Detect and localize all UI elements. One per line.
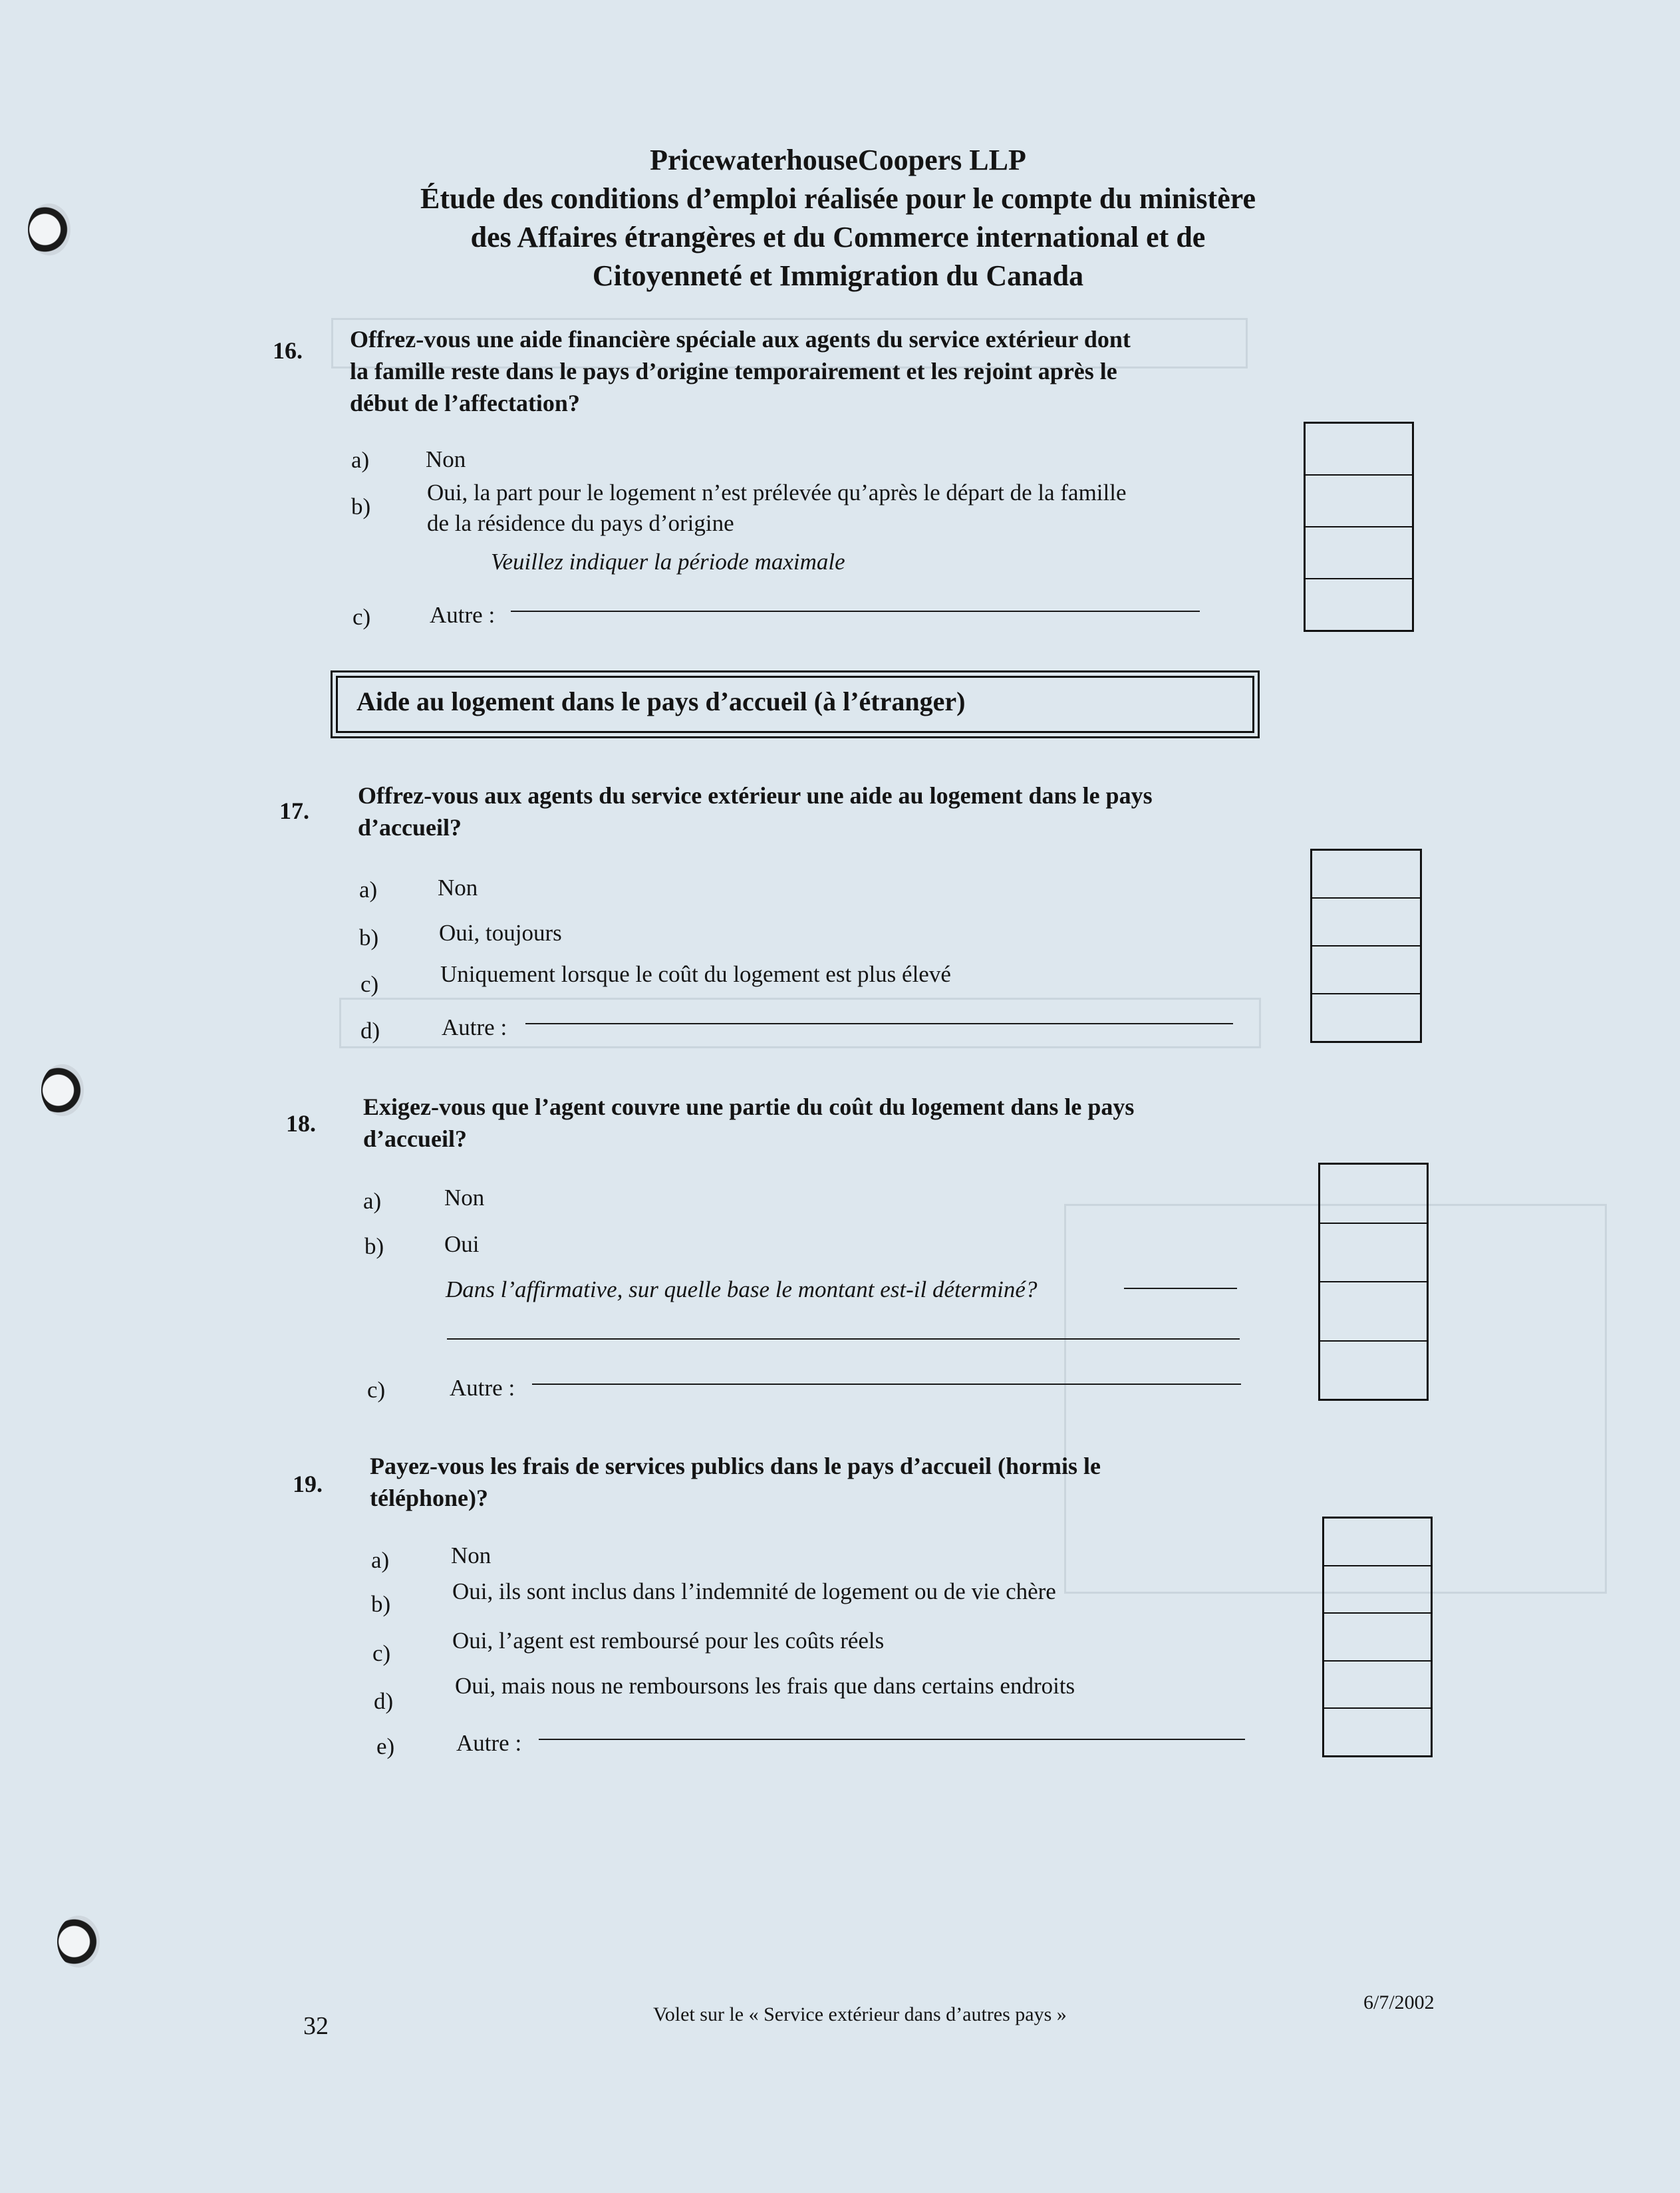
binder-hole-top bbox=[28, 204, 70, 255]
question-line: téléphone)? bbox=[370, 1485, 488, 1511]
checkbox[interactable] bbox=[1320, 1282, 1427, 1342]
binder-hole-middle bbox=[41, 1064, 84, 1116]
option-letter: c) bbox=[360, 971, 379, 997]
checkbox[interactable] bbox=[1312, 851, 1420, 899]
checkbox-column bbox=[1310, 849, 1422, 1043]
question-text bbox=[363, 1091, 1294, 1155]
question-line: d’accueil? bbox=[363, 1125, 467, 1152]
question-line: d’accueil? bbox=[358, 814, 462, 841]
checkbox[interactable] bbox=[1306, 424, 1412, 476]
option-letter: a) bbox=[359, 877, 378, 903]
write-in-line bbox=[532, 1384, 1241, 1385]
checkbox[interactable] bbox=[1324, 1566, 1431, 1614]
write-in-line bbox=[1124, 1288, 1237, 1289]
option-letter: b) bbox=[364, 1233, 384, 1259]
question-line: début de l’affectation? bbox=[350, 390, 580, 416]
option-label: Non bbox=[444, 1185, 485, 1211]
checkbox-column bbox=[1304, 422, 1414, 632]
option-line: Oui, la part pour le logement n’est prélevée qu’après le départ de la famille bbox=[427, 480, 1127, 506]
option-letter: d) bbox=[374, 1688, 394, 1714]
option-label bbox=[427, 478, 1292, 539]
footer-title: Volet sur le « Service extérieur dans d’autres pays » bbox=[653, 2003, 1067, 2025]
option-letter: b) bbox=[371, 1591, 391, 1617]
option-letter: b) bbox=[359, 925, 379, 950]
question-line: Payez-vous les frais de services publics dans le pays d’accueil (hormis le bbox=[370, 1453, 1101, 1479]
write-in-line bbox=[511, 611, 1200, 612]
option-letter: c) bbox=[367, 1377, 386, 1403]
document-header bbox=[286, 141, 1390, 295]
option-letter: c) bbox=[372, 1640, 391, 1666]
checkbox[interactable] bbox=[1312, 947, 1420, 994]
option-label: Autre : bbox=[442, 1014, 507, 1040]
header-title-line: Citoyenneté et Immigration du Canada bbox=[592, 259, 1084, 292]
checkbox-column bbox=[1322, 1517, 1433, 1757]
question-number: 18. bbox=[286, 1110, 316, 1137]
checkbox[interactable] bbox=[1324, 1662, 1431, 1709]
question-line: la famille reste dans le pays d’origine temporairement et les rejoint après le bbox=[350, 358, 1117, 384]
section-heading-box bbox=[336, 676, 1254, 733]
option-label: Autre : bbox=[456, 1730, 522, 1756]
question-number: 19. bbox=[293, 1471, 323, 1497]
section-heading: Aide au logement dans le pays d’accueil (à l’étranger) bbox=[356, 686, 966, 716]
option-label: Oui, ils sont inclus dans l’indemnité de logement ou de vie chère bbox=[452, 1578, 1056, 1604]
option-letter: c) bbox=[352, 604, 371, 630]
option-label: Oui, mais nous ne remboursons les frais que dans certains endroits bbox=[455, 1673, 1075, 1699]
question-number: 16. bbox=[273, 337, 303, 364]
checkbox[interactable] bbox=[1306, 527, 1412, 579]
binder-hole-bottom bbox=[57, 1916, 100, 1968]
option-letter: d) bbox=[360, 1018, 380, 1044]
option-label: Uniquement lorsque le coût du logement est plus élevé bbox=[440, 961, 951, 987]
checkbox[interactable] bbox=[1306, 476, 1412, 527]
checkbox[interactable] bbox=[1324, 1519, 1431, 1566]
question-number: 17. bbox=[279, 798, 309, 824]
option-letter: e) bbox=[376, 1733, 395, 1759]
checkbox[interactable] bbox=[1312, 899, 1420, 947]
page-number: 32 bbox=[303, 2012, 329, 2040]
option-label: Oui bbox=[444, 1231, 480, 1257]
option-note: Dans l’affirmative, sur quelle base le montant est-il déterminé? bbox=[446, 1276, 1038, 1302]
option-label: Autre : bbox=[430, 602, 495, 628]
option-label: Non bbox=[438, 875, 478, 901]
checkbox[interactable] bbox=[1324, 1614, 1431, 1662]
option-note: Veuillez indiquer la période maximale bbox=[491, 549, 845, 575]
header-title-line: des Affaires étrangères et du Commerce international et de bbox=[470, 221, 1206, 253]
option-letter: a) bbox=[371, 1547, 390, 1573]
write-in-line bbox=[447, 1338, 1240, 1340]
option-line: de la résidence du pays d’origine bbox=[427, 510, 734, 536]
question-text bbox=[358, 780, 1289, 843]
footer-date: 6/7/2002 bbox=[1363, 1991, 1435, 2013]
question-line: Offrez-vous aux agents du service extérieur une aide au logement dans le pays bbox=[358, 782, 1153, 809]
header-company: PricewaterhouseCoopers LLP bbox=[650, 144, 1026, 176]
checkbox[interactable] bbox=[1320, 1342, 1427, 1399]
write-in-line bbox=[525, 1023, 1233, 1024]
checkbox[interactable] bbox=[1320, 1165, 1427, 1224]
checkbox[interactable] bbox=[1312, 994, 1420, 1041]
question-line: Exigez-vous que l’agent couvre une partie du coût du logement dans le pays bbox=[363, 1094, 1135, 1120]
checkbox-column bbox=[1318, 1163, 1429, 1401]
question-text bbox=[350, 323, 1281, 419]
option-letter: a) bbox=[351, 447, 370, 473]
write-in-line bbox=[539, 1739, 1245, 1740]
checkbox[interactable] bbox=[1306, 579, 1412, 630]
checkbox[interactable] bbox=[1324, 1709, 1431, 1755]
question-text bbox=[370, 1450, 1301, 1514]
option-label: Autre : bbox=[450, 1375, 515, 1401]
option-label: Non bbox=[451, 1542, 491, 1568]
option-label: Oui, l’agent est remboursé pour les coûts réels bbox=[452, 1628, 885, 1654]
header-title-line: Étude des conditions d’emploi réalisée pour le compte du ministère bbox=[420, 182, 1256, 215]
option-label: Oui, toujours bbox=[439, 920, 562, 946]
option-letter: b) bbox=[351, 494, 371, 519]
option-letter: a) bbox=[363, 1188, 382, 1214]
checkbox[interactable] bbox=[1320, 1224, 1427, 1283]
question-line: Offrez-vous une aide financière spéciale aux agents du service extérieur dont bbox=[350, 326, 1131, 353]
option-label: Non bbox=[426, 446, 466, 472]
